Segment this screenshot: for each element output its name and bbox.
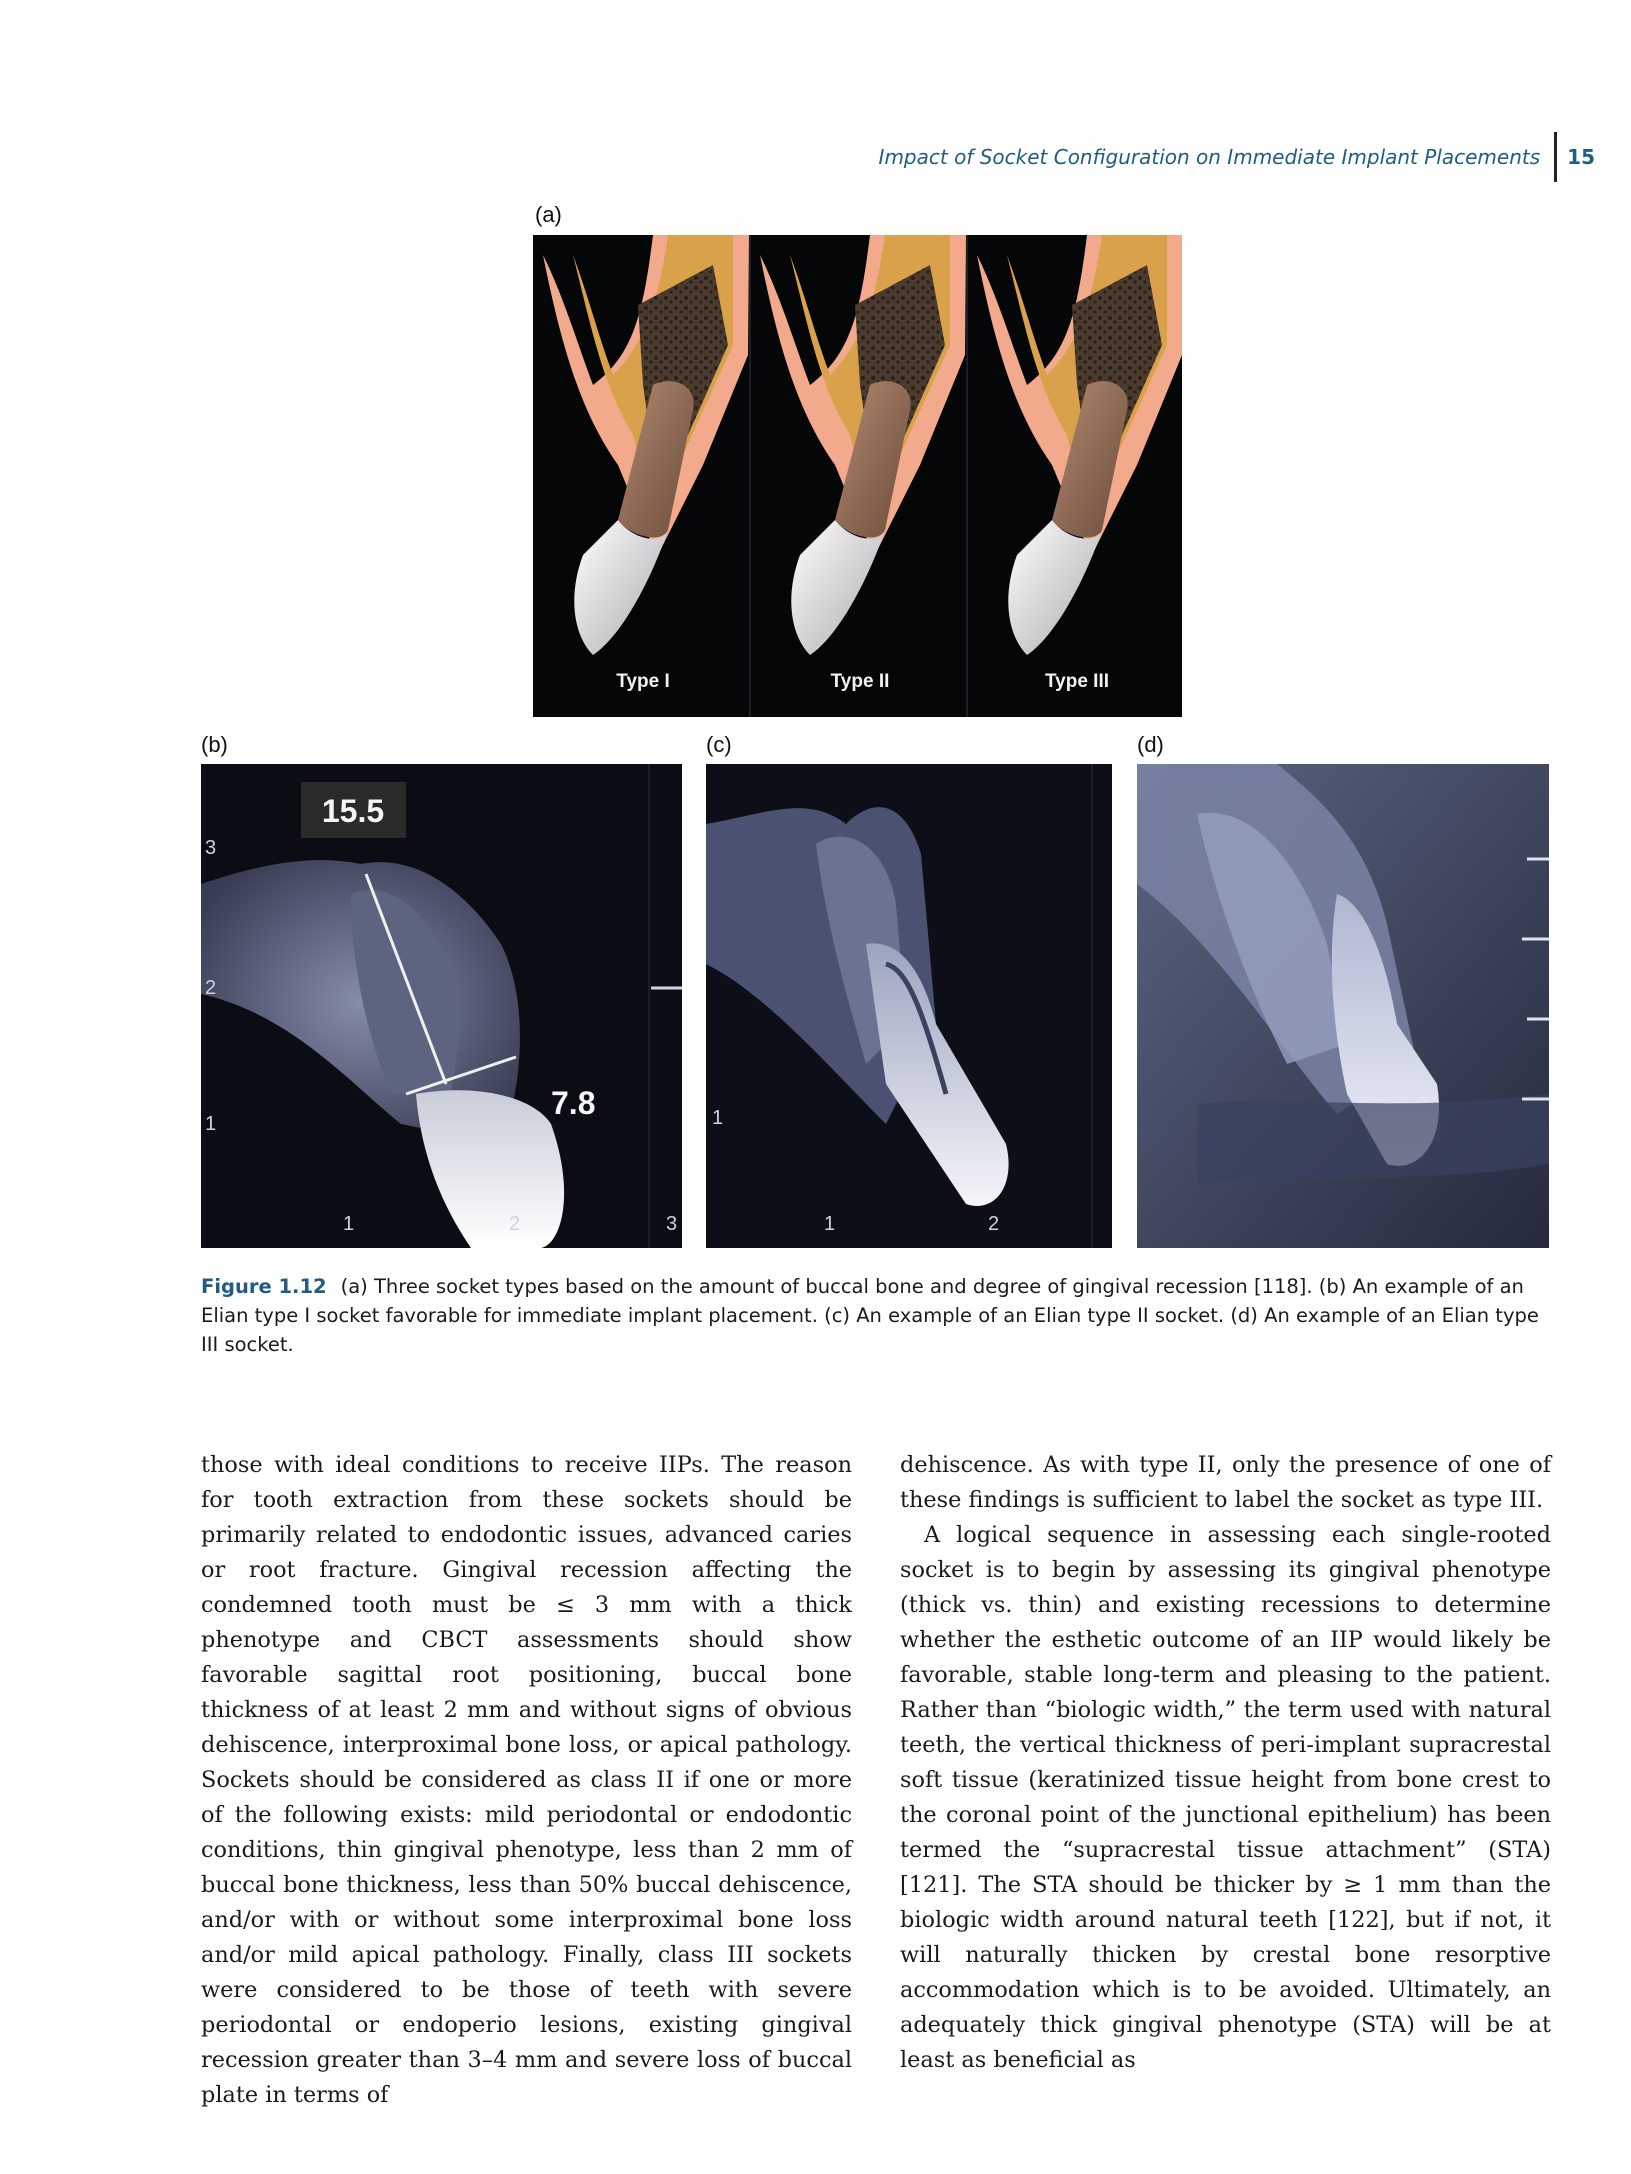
measure-15-5: 15.5 — [321, 793, 385, 829]
body-paragraph: A logical sequence in assessing each single-rooted socket is to begin by assessing its gingival phenotype (thick vs. thin) and existing recessions to determine whether the esthetic outcome of an IIP would likely be favorable, stable long-term and pleasing to the patient. Rather than “biologic width,” the term used with natural teeth, the vertical thickness of peri-implant supracrestal soft tissue (keratinized tissue height from bone crest to the coronal point of the junctional epithelium) has been termed the “supracrestal tissue attachment” (STA) [121]. The STA should be thicker by ≥ 1 mm than the biologic width around natural teeth [122], but if not, it will naturally thicken by crestal bone resorptive accommodation which is to be avoided. Ultimately, an adequately thick gingival phenotype (STA) will be at least as beneficial as — [900, 1522, 1551, 2073]
scale-left-3: 3 — [205, 837, 217, 859]
scale-bottom-3: 3 — [666, 1213, 678, 1235]
panel-d-label: (d) — [1137, 732, 1164, 757]
page-number: 15 — [1567, 145, 1595, 169]
header-divider — [1554, 132, 1557, 182]
body-paragraph: dehiscence. As with type II, only the presence of one of these findings is sufficient to label the socket as type III. — [900, 1452, 1551, 1513]
measure-7-8: 7.8 — [551, 1085, 596, 1121]
running-title: Impact of Socket Configuration on Immediate Implant Placements — [878, 145, 1541, 169]
cbct-type-ii-image — [706, 764, 1112, 1248]
scale-bottom-2: 2 — [509, 1213, 521, 1235]
running-header — [879, 132, 1595, 182]
scale-left-1: 1 — [712, 1107, 724, 1129]
figure-caption — [201, 1272, 1551, 1359]
cbct-type-i-image — [201, 764, 682, 1248]
type-ii-label: Type II — [830, 671, 890, 692]
cbct-type-iii-image — [1137, 764, 1549, 1248]
figure-label: Figure 1.12 — [201, 1275, 327, 1298]
scale-bottom-2: 2 — [988, 1213, 1000, 1235]
socket-types-illustration — [533, 235, 1182, 717]
body-paragraph: those with ideal conditions to receive IIPs. The reason for tooth extraction from these sockets should be primarily related to endodontic issues, advanced caries or root fracture. Gingival recession affecting the condemned tooth must be ≤ 3 mm with a thick phenotype and CBCT assessments should show favorable sagittal root positioning, buccal bone thickness of at least 2 mm and without signs of obvious dehiscence, interproximal bone loss, or apical pathology. Sockets should be considered as class II if one or more of the following exists: mild periodontal or endodontic conditions, thin gingival phenotype, less than 2 mm of buccal bone thickness, less than 50% buccal dehiscence, and/or with or without some interproximal bone loss and/or mild apical pathology. Finally, class III sockets were considered to be those of teeth with severe periodontal or endoperio lesions, existing gingival recession greater than 3–4 mm and severe loss of buccal plate in terms of — [201, 1452, 852, 2108]
figure-caption-text: (a) Three socket types based on the amount of buccal bone and degree of gingival recession [118]. (b) An example of an Elian type I socket favorable for immediate implant placement. (c) An example of an Elian type II socket. (d) An example of an Elian type III socket. — [201, 1275, 1539, 1356]
scale-left-1: 1 — [205, 1113, 217, 1135]
scale-bottom-1: 1 — [824, 1213, 836, 1235]
scale-bottom-1: 1 — [343, 1213, 355, 1235]
type-iii-label: Type III — [1044, 671, 1110, 692]
panel-a-label: (a) — [535, 202, 562, 227]
type-i-label: Type I — [616, 671, 670, 692]
scale-left-2: 2 — [205, 977, 217, 999]
panel-b-label: (b) — [201, 732, 228, 757]
panel-c-label: (c) — [706, 732, 732, 757]
body-right-column — [900, 1448, 1551, 2078]
body-left-column — [201, 1448, 852, 2113]
